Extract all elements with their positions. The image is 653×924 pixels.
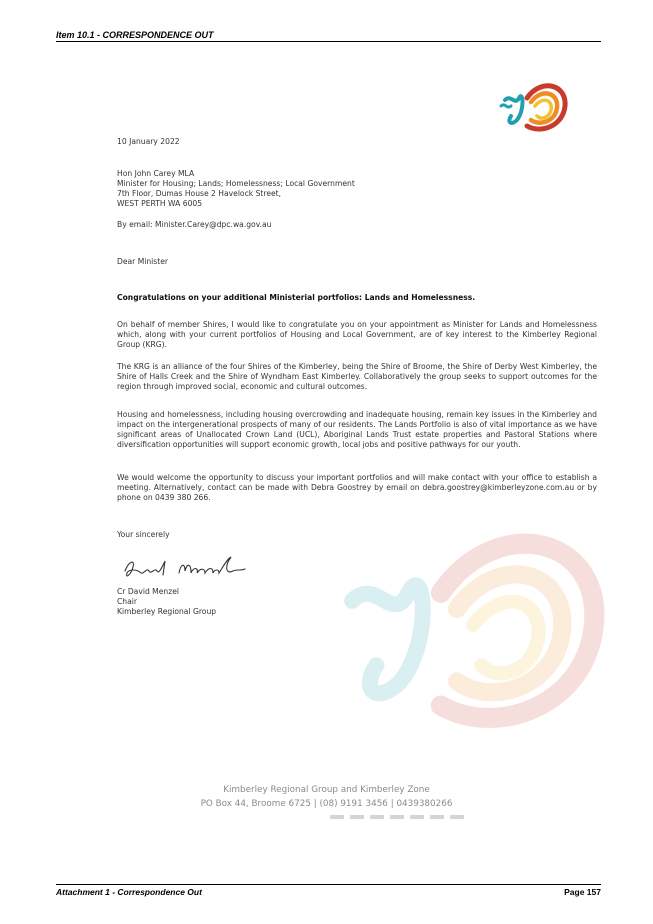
- by-email-line: By email: Minister.Carey@dpc.wa.gov.au: [117, 220, 272, 229]
- signatory-name: Cr David Menzel: [117, 587, 179, 596]
- letterhead-footer-line1: Kimberley Regional Group and Kimberley Zone: [223, 785, 430, 795]
- recipient-address-line1: 7th Floor, Dumas House 2 Havelock Street,: [117, 189, 282, 198]
- recipient-block: [117, 169, 597, 209]
- attachment-label: Attachment 1 - Correspondence Out: [56, 887, 202, 897]
- paragraph-3: Housing and homelessness, including housing overcrowding and inadequate housing, remain key issues in the Kimberley and impact on the intergenerational prospects of many of our residents. The Lands Portfolio is also of vital importance as we have significant areas of Unallocated Crown Land (UCL), Aboriginal Lands Trust estate properties and Pastoral Stations where diversification opportunities will support economic growth, local jobs and positive pathways for our youth.: [117, 410, 597, 449]
- signatory-role: Chair: [117, 597, 138, 606]
- kimberley-regional-group-logo: [497, 76, 569, 136]
- letter-subject: Congratulations on your additional Ministerial portfolios: Lands and Homelessness.: [117, 293, 476, 302]
- paragraph-4: We would welcome the opportunity to discuss your important portfolios and will make contact with your office to establish a meeting. Alternatively, contact can be made with Debra Goostrey by email on debra.goostrey@kimberleyzone.com.au or by phone on 0439 380 266.: [117, 473, 597, 502]
- letterhead-footer-line2: PO Box 44, Broome 6725 | (08) 9191 3456 | 0439380266: [200, 799, 453, 809]
- signatory-organisation: Kimberley Regional Group: [117, 607, 217, 616]
- page-number: Page 157: [564, 887, 601, 897]
- item-label: Item 10.1 - CORRESPONDENCE OUT: [56, 30, 214, 40]
- handwritten-signature: [121, 553, 251, 583]
- recipient-title: Minister for Housing; Lands; Homelessness; Local Government: [117, 179, 355, 188]
- faded-footer-line: [330, 815, 470, 819]
- signatory-block: [117, 587, 597, 617]
- salutation: Dear Minister: [117, 257, 169, 266]
- letter-date: 10 January 2022: [117, 137, 180, 146]
- recipient-name: Hon John Carey MLA: [117, 169, 195, 178]
- recipient-address-line2: WEST PERTH WA 6005: [117, 199, 203, 208]
- page-header: [56, 30, 601, 42]
- page-footer: [56, 884, 601, 897]
- closing: Your sincerely: [117, 530, 170, 539]
- paragraph-2: The KRG is an alliance of the four Shires of the Kimberley, being the Shire of Broome, the Shire of Derby West Kimberley, the Shire of Halls Creek and the Shire of Wyndham East Kimberley. Collaboratively the group seeks to support outcomes for the region through improved social, economic and cultural outcomes.: [117, 362, 597, 391]
- paragraph-1: On behalf of member Shires, I would like to congratulate you on your appointment as Minister for Lands and Homelessness which, along with your current portfolios of Housing and Local Government, are of key interest to the Kimberley Regional Group (KRG).: [117, 320, 597, 349]
